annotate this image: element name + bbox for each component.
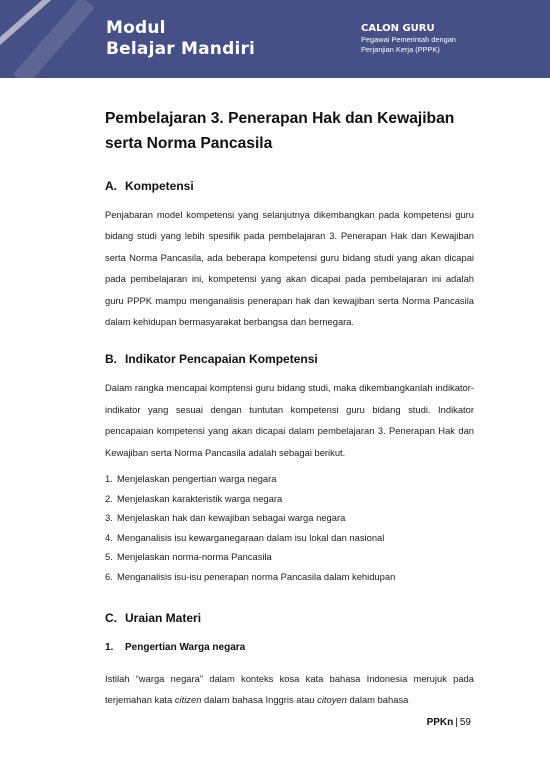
list-item: 6. Menganalisis isu-isu penerapan norma Pancasila dalam kehidupan <box>105 570 396 582</box>
section-c-heading <box>105 610 474 626</box>
module-title-line1: Modul <box>106 18 166 38</box>
section-b-paragraph: Dalam rangka mencapai komptensi guru bidang studi, maka dikembangkanlah indikator-indikator yang sesuai dengan tuntutan kompetensi guru bidang studi. Indikator pencapaian kompetensi yang akan dicapai dalam pembelajaran 3. Penerapan Hak dan Kewajiban serta Norma Pancasila adalah sebagai berikut. <box>105 382 474 458</box>
list-item: 2. Menjelaskan karakteristik warga negara <box>105 492 283 504</box>
page-number: 59 <box>459 717 471 728</box>
program-title <box>361 22 456 55</box>
section-b-title: Indikator Pencapaian Kompetensi <box>125 352 318 367</box>
section-c-title: Uraian Materi <box>125 611 202 626</box>
title-line1: Pembelajaran 3. Penerapan Hak dan Kewajiban <box>105 110 455 127</box>
title-line2: serta Norma Pancasila <box>105 135 273 152</box>
list-item: 1. Menjelaskan pengertian warga negara <box>105 473 277 485</box>
indicator-list <box>105 469 474 586</box>
section-c-paragraph: Istilah “warga negara” dalam konteks kosa kata bahasa Indonesia merujuk pada terjemahan kata citizen dalam bahasa Inggris atau citoyen dalam bahasa <box>105 673 474 706</box>
section-b-label: B. <box>105 352 117 367</box>
page-footer <box>427 717 471 728</box>
list-item: 5. Menjelaskan norma-norma Pancasila <box>105 551 272 563</box>
list-item: 4. Menganalisis isu kewarganegaraan dalam isu lokal dan nasional <box>105 531 385 543</box>
subsection-1-title: Pengertian Warga negara <box>125 642 246 654</box>
section-b-heading <box>105 351 474 367</box>
footer-separator: | <box>455 717 458 728</box>
page-title <box>105 106 474 156</box>
list-item: 3. Menjelaskan hak dan kewajiban sebagai warga negara <box>105 512 346 524</box>
page-content <box>105 106 474 711</box>
section-c-label: C. <box>105 611 117 626</box>
section-a-heading <box>105 178 474 194</box>
section-a-label: A. <box>105 179 117 193</box>
program-name: CALON GURU <box>361 23 435 34</box>
section-a-paragraph: Penjabaran model kompetensi yang selanjutnya dikembangkan pada kompetensi guru bidang studi yang lebih spesifik pada pembelajaran 3. Penerapan Hak dan Kewajiban serta Norma Pancasila, ada beberapa kompetensi guru bidang studi yang akan dicapai pada pembelajaran ini, kompetensi yang akan dicapai pada pembelajaran ini adalah guru PPPK mampu menganalisis penerapan hak dan kewajiban serta Norma Pancasila dalam kehidupan bermasyarakat berbangsa dan bernegara. <box>105 209 474 328</box>
subsection-1-label: 1. <box>105 642 114 654</box>
subsection-1-heading <box>105 641 474 655</box>
footer-subject: PPKn <box>426 717 454 728</box>
module-title-line2: Belajar Mandiri <box>106 39 256 59</box>
module-title <box>106 18 255 60</box>
program-sub2: Perjanjian Kerja (PPPK) <box>361 45 440 54</box>
header-decoration <box>0 0 550 78</box>
program-sub1: Pegawai Pemerintah dengan <box>361 35 456 44</box>
section-a-title: Kompetensi <box>125 179 194 193</box>
page-header <box>0 0 550 78</box>
